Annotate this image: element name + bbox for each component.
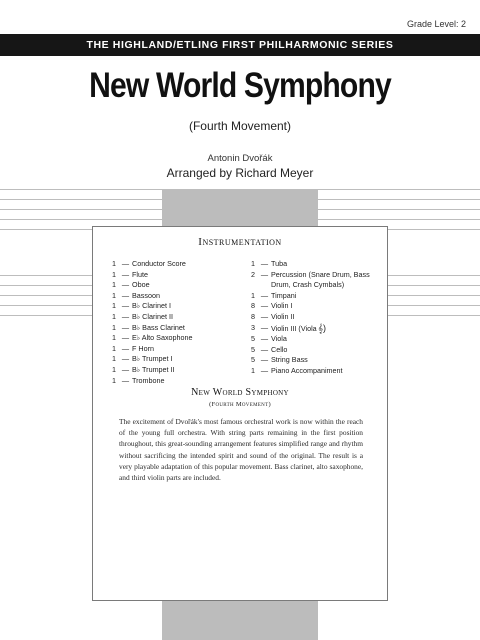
separator-dash: — bbox=[121, 290, 130, 300]
composer-name: Antonin Dvořák bbox=[207, 153, 273, 164]
instrument-row bbox=[251, 355, 381, 366]
about-title bbox=[93, 387, 387, 398]
instrument-quantity: 1 bbox=[112, 333, 116, 343]
instrument-name bbox=[132, 301, 242, 312]
instrument-row bbox=[251, 259, 381, 270]
instrument-quantity: 1 bbox=[112, 280, 116, 290]
separator-dash: — bbox=[121, 375, 130, 385]
series-banner bbox=[0, 34, 480, 56]
instrument-quantity: 1 bbox=[112, 311, 116, 321]
separator-dash: — bbox=[121, 322, 130, 332]
instrument-name-text: Violin I bbox=[271, 301, 293, 311]
instrument-name-text: F Horn bbox=[132, 343, 154, 353]
instrument-name-text: Oboe bbox=[132, 280, 150, 290]
instrument-row bbox=[112, 301, 242, 312]
instrument-quantity bbox=[251, 280, 258, 291]
instrument-row bbox=[112, 270, 242, 281]
treble-clef-icon: 𝄞) bbox=[317, 322, 327, 333]
separator-dash: — bbox=[121, 269, 130, 279]
instrument-row bbox=[112, 376, 242, 387]
separator-dash: — bbox=[260, 334, 269, 344]
instrument-quantity: 1 bbox=[112, 269, 116, 279]
instrument-name bbox=[132, 333, 242, 344]
instrument-row bbox=[251, 334, 381, 345]
series-title: THE HIGHLAND/ETLING FIRST PHILHARMONIC SERIES bbox=[86, 39, 394, 51]
separator-dash: — bbox=[260, 355, 269, 365]
instrument-name bbox=[271, 323, 381, 335]
instrument-name bbox=[271, 334, 381, 345]
instrument-quantity: 1 bbox=[251, 290, 255, 300]
instrument-row bbox=[251, 312, 381, 323]
instrument-list-right bbox=[251, 259, 381, 377]
instrument-quantity: 5 bbox=[251, 334, 255, 344]
instrument-name bbox=[271, 291, 381, 302]
instrument-row bbox=[112, 312, 242, 323]
instrument-quantity: 1 bbox=[112, 354, 116, 364]
instrument-row bbox=[251, 301, 381, 312]
about-title-text: New World Symphony bbox=[191, 387, 289, 398]
instrument-name-text: Viola bbox=[271, 334, 287, 344]
instrumentation-heading-text: Instrumentation bbox=[198, 236, 282, 248]
instrument-name-text: Tuba bbox=[271, 259, 288, 268]
instrument-quantity: 1 bbox=[251, 365, 255, 375]
instrument-name-text: Trombone bbox=[132, 375, 165, 385]
instrument-name-text: Percussion (Snare Drum, Bass bbox=[271, 269, 370, 279]
page-title: New World Symphony bbox=[89, 66, 391, 105]
instrument-name-text: Piano Accompaniment bbox=[271, 365, 343, 375]
instrument-row bbox=[251, 366, 381, 377]
separator-dash: — bbox=[121, 364, 130, 374]
instrument-row bbox=[112, 365, 242, 376]
instrument-name-text: B♭ Bass Clarinet bbox=[132, 322, 185, 332]
separator-dash: — bbox=[260, 311, 269, 321]
instrument-name bbox=[271, 301, 381, 312]
instrument-quantity: 1 bbox=[112, 259, 116, 268]
instrument-quantity: 5 bbox=[251, 344, 255, 354]
instrument-name bbox=[271, 366, 381, 377]
about-subtitle bbox=[93, 401, 387, 408]
instrument-name-text: E♭ Alto Saxophone bbox=[132, 333, 193, 343]
instrument-name bbox=[132, 270, 242, 281]
instrument-name-text: Timpani bbox=[271, 290, 297, 300]
separator-dash: — bbox=[121, 259, 130, 268]
separator-dash: — bbox=[260, 290, 269, 300]
instrument-name bbox=[132, 312, 242, 323]
instrument-list-left bbox=[112, 259, 242, 386]
instrument-quantity: 3 bbox=[251, 322, 255, 332]
instrument-quantity: 1 bbox=[251, 259, 255, 268]
instrumentation-heading bbox=[93, 236, 387, 248]
instrument-name-text: Flute bbox=[132, 269, 148, 279]
separator-dash: — bbox=[121, 280, 130, 290]
instrument-quantity: 1 bbox=[112, 375, 116, 385]
separator-dash: — bbox=[260, 365, 269, 375]
instrument-name-text: Cello bbox=[271, 344, 288, 354]
instrument-name-text: Conductor Score bbox=[132, 259, 186, 268]
instrument-quantity: 8 bbox=[251, 301, 255, 311]
instrument-quantity: 5 bbox=[251, 355, 255, 365]
info-panel bbox=[92, 226, 388, 601]
instrument-name bbox=[132, 259, 242, 270]
separator-dash: — bbox=[260, 259, 269, 268]
instrument-quantity: 1 bbox=[112, 301, 116, 311]
instrument-name bbox=[132, 323, 242, 334]
instrument-name bbox=[271, 270, 381, 281]
instrument-row bbox=[112, 354, 242, 365]
instrument-name-text: Bassoon bbox=[132, 290, 160, 300]
arranger-credit: Arranged by Richard Meyer bbox=[166, 166, 314, 180]
instrument-name bbox=[271, 355, 381, 366]
instrument-quantity: 8 bbox=[251, 311, 255, 321]
about-subtitle-text: (Fourth Movement) bbox=[209, 401, 271, 408]
instrument-name bbox=[271, 259, 381, 270]
separator-dash: — bbox=[121, 301, 130, 311]
instrument-name bbox=[132, 291, 242, 302]
instrument-row bbox=[112, 291, 242, 302]
separator-dash: — bbox=[121, 343, 130, 353]
instrument-name bbox=[271, 345, 381, 356]
instrument-row bbox=[251, 323, 381, 335]
instrument-quantity: 1 bbox=[112, 364, 116, 374]
instrument-row bbox=[251, 270, 381, 281]
instrument-quantity: 1 bbox=[112, 290, 116, 300]
instrument-row bbox=[112, 323, 242, 334]
instrument-quantity: 1 bbox=[112, 322, 116, 332]
separator-dash: — bbox=[260, 301, 269, 311]
instrument-name-text: B♭ Trumpet II bbox=[132, 364, 175, 374]
instrument-row bbox=[251, 280, 381, 291]
instrument-row bbox=[251, 291, 381, 302]
separator-dash: — bbox=[260, 322, 269, 332]
separator-dash: — bbox=[260, 344, 269, 354]
instrument-name bbox=[132, 365, 242, 376]
separator-dash: — bbox=[260, 269, 269, 279]
instrument-name bbox=[271, 280, 381, 291]
instrument-name-text: Drum, Crash Cymbals) bbox=[271, 280, 345, 290]
instrument-name bbox=[132, 376, 242, 387]
instrument-row bbox=[112, 333, 242, 344]
instrument-row bbox=[112, 344, 242, 355]
instrument-row bbox=[112, 259, 242, 270]
instrument-name-text: B♭ Trumpet I bbox=[132, 354, 173, 364]
about-description: The excitement of Dvořák's most famous orchestral work is now within the reach of the young full orchestra. With string parts remaining in the first position throughout, this great-sounding arrangement features simplified range and rhythm without sacrificing the intended spirit and sound of the original. The result is a very playable adaptation of this popular movement. Bass clarinet, alto saxophone, and third violin parts are included. bbox=[119, 417, 363, 483]
grade-level: Grade Level: 2 bbox=[406, 19, 466, 29]
instrument-quantity: 1 bbox=[112, 343, 116, 353]
page-subtitle: (Fourth Movement) bbox=[188, 119, 292, 133]
instrument-quantity: 2 bbox=[251, 269, 255, 279]
instrument-name bbox=[132, 354, 242, 365]
separator-dash: — bbox=[121, 311, 130, 321]
instrument-name-text: Violin II bbox=[271, 311, 295, 321]
separator-dash: — bbox=[121, 333, 130, 343]
instrument-row bbox=[112, 280, 242, 291]
instrument-name bbox=[132, 280, 242, 291]
instrument-name-text: String Bass bbox=[271, 355, 308, 365]
instrument-name bbox=[132, 344, 242, 355]
instrument-name bbox=[271, 312, 381, 323]
instrument-name-text: B♭ Clarinet II bbox=[132, 311, 173, 321]
separator-dash: — bbox=[121, 354, 130, 364]
instrument-name-text: B♭ Clarinet I bbox=[132, 301, 171, 311]
separator-dash bbox=[258, 280, 271, 291]
instrument-name-text: Violin III (Viola bbox=[271, 323, 317, 333]
instrument-row bbox=[251, 345, 381, 356]
